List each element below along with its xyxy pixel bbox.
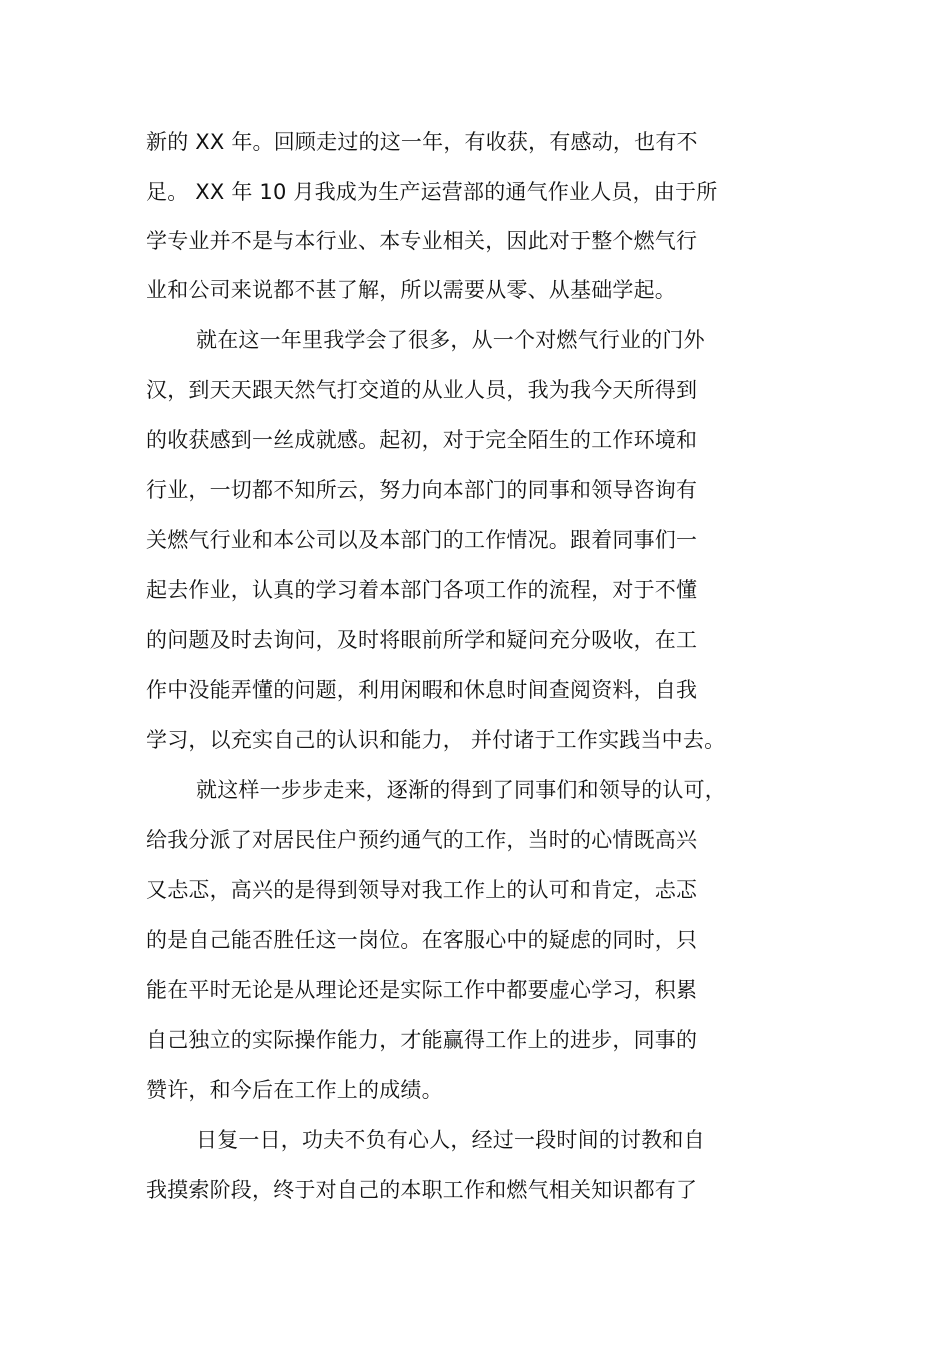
text-line: 的是自己能否胜任这一岗位。在客服心中的疑虑的同时，只 (146, 928, 698, 952)
text-line: 我摸索阶段，终于对自己的本职工作和燃气相关知识都有了 (146, 1178, 698, 1202)
text-line: 给我分派了对居民住户预约通气的工作，当时的心情既高兴 (146, 828, 698, 852)
text-line: 新的 XX 年。回顾走过的这一年，有收获，有感动，也有不 (146, 130, 698, 154)
text-line: 学专业并不是与本行业、本专业相关，因此对于整个燃气行 (146, 229, 698, 253)
text-line: 的问题及时去询问，及时将眼前所学和疑问充分吸收，在工 (146, 628, 698, 652)
paragraph-start-line: 日复一日，功夫不负有心人，经过一段时间的讨教和自 (196, 1128, 705, 1152)
text-line: 赞许，和今后在工作上的成绩。 (146, 1078, 443, 1102)
text-line: 足。 XX 年 10 月我成为生产运营部的通气作业人员，由于所 (146, 180, 718, 204)
text-line: 自己独立的实际操作能力，才能赢得工作上的进步，同事的 (146, 1028, 698, 1052)
text-line: 业和公司来说都不甚了解，所以需要从零、从基础学起。 (146, 278, 676, 302)
text-line: 又忐忑，高兴的是得到领导对我工作上的认可和肯定，忐忑 (146, 878, 698, 902)
paragraph-start-line: 就这样一步步走来，逐渐的得到了同事们和领导的认可， (196, 778, 726, 802)
text-line: 起去作业，认真的学习着本部门各项工作的流程，对于不懂 (146, 578, 698, 602)
paragraph-start-line: 就在这一年里我学会了很多，从一个对燃气行业的门外 (196, 328, 705, 352)
text-line: 学习，以充实自己的认识和能力， 并付诸于工作实践当中去。 (146, 728, 726, 752)
text-line: 汉，到天天跟天然气打交道的从业人员，我为我今天所得到 (146, 378, 698, 402)
text-line: 作中没能弄懂的问题，利用闲暇和休息时间查阅资料，自我 (146, 678, 698, 702)
text-line: 行业，一切都不知所云，努力向本部门的同事和领导咨询有 (146, 478, 698, 502)
text-line: 的收获感到一丝成就感。起初，对于完全陌生的工作环境和 (146, 428, 698, 452)
text-line: 关燃气行业和本公司以及本部门的工作情况。跟着同事们一 (146, 528, 698, 552)
text-line: 能在平时无论是从理论还是实际工作中都要虚心学习，积累 (146, 978, 698, 1002)
